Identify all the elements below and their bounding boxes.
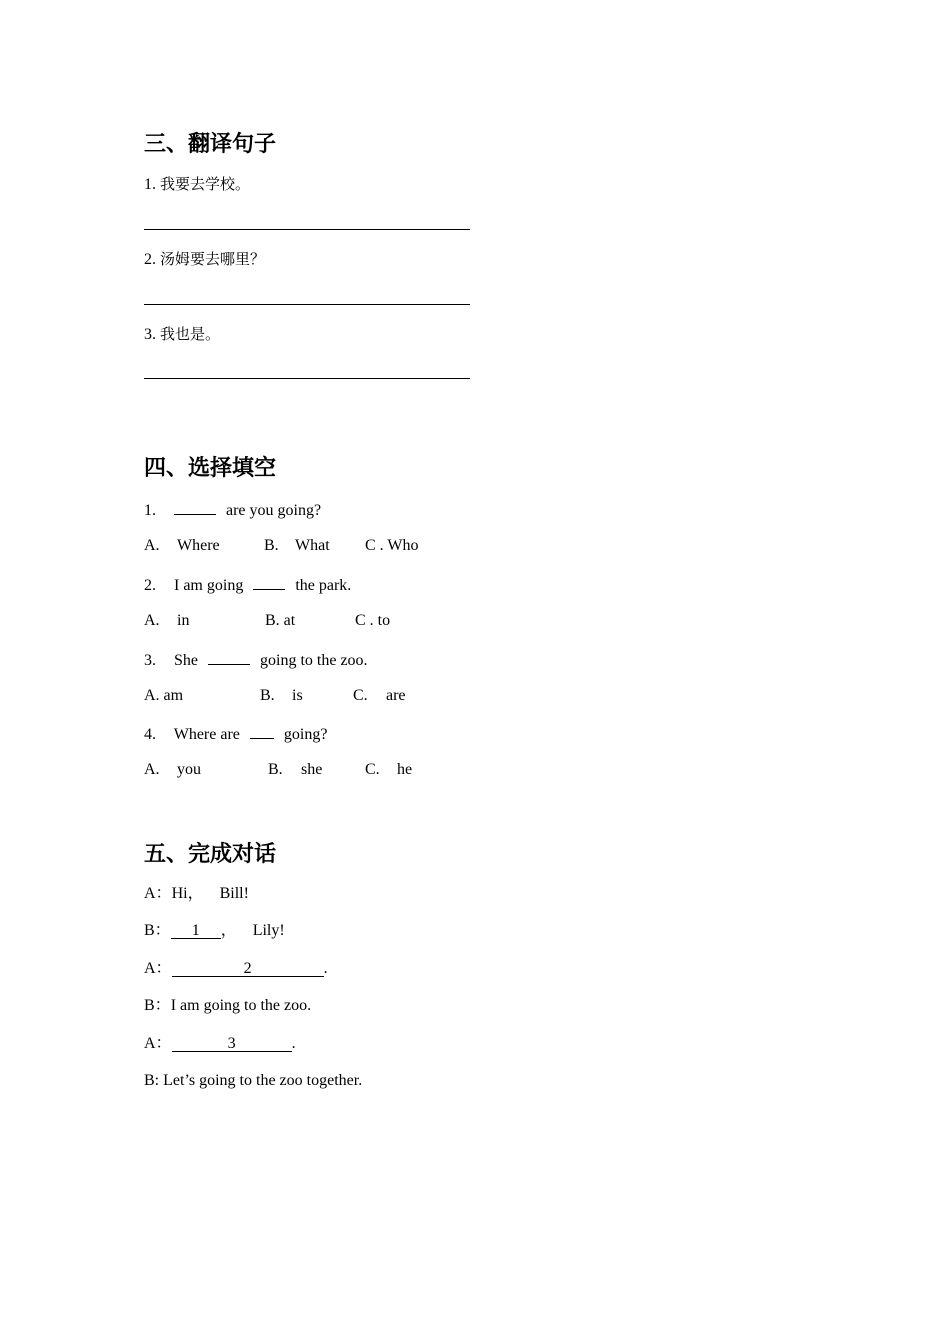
option-b-label: B.	[264, 537, 279, 554]
dialogue-blank-1[interactable]: 1	[171, 922, 221, 939]
dialogue-line-1	[144, 884, 249, 904]
section-5-title: 五、完成对话	[144, 842, 277, 867]
question-3	[144, 648, 368, 671]
question-text-before: Where are	[173, 726, 240, 743]
option-a-label: A.	[144, 761, 160, 778]
option-a-text: you	[177, 761, 201, 778]
dialogue-blank-2[interactable]: 2	[172, 960, 324, 977]
option-a-label: A.	[144, 612, 160, 629]
answer-line-2[interactable]	[144, 304, 470, 305]
question-number: 3.	[144, 652, 156, 669]
option-c-label: C.	[365, 761, 380, 778]
option-c-label: C.	[353, 687, 368, 704]
item-text: 我也是。	[160, 325, 221, 343]
option-b-label: B.	[260, 687, 275, 704]
option-b-text: What	[295, 537, 330, 554]
option-b-label: B.	[268, 761, 283, 778]
item-text: 汤姆要去哪里？	[160, 250, 266, 268]
speaker-label: B：	[144, 997, 171, 1014]
question-text-after: the park.	[295, 577, 352, 594]
dialogue-text: I am going to the zoo.	[170, 997, 312, 1014]
period: .	[291, 1035, 296, 1052]
question-number: 1.	[144, 502, 156, 519]
answer-blank[interactable]	[253, 573, 285, 590]
question-text-after: are you going?	[226, 502, 322, 519]
option-a-label: A.	[144, 537, 160, 554]
option-c-text: he	[397, 761, 413, 778]
option-c: C . to	[355, 612, 391, 629]
dialogue-line-4	[144, 996, 311, 1016]
question-2	[144, 573, 351, 596]
item-number: 3.	[144, 326, 156, 343]
translate-item-1	[144, 174, 250, 195]
speaker-label: A：	[144, 1035, 172, 1052]
option-b: B. at	[265, 612, 296, 629]
speaker-label: A：	[144, 960, 172, 977]
answer-line-1[interactable]	[144, 229, 470, 230]
question-text-after: going to the zoo.	[260, 652, 368, 669]
translate-item-3	[144, 324, 220, 345]
item-text: 我要去学校。	[160, 175, 251, 193]
option-a-text: Where	[177, 537, 220, 554]
dialogue-line-5	[144, 1034, 296, 1054]
answer-blank[interactable]	[174, 498, 216, 515]
answer-blank[interactable]	[208, 648, 250, 665]
option-c: C . Who	[365, 537, 419, 554]
option-a: A. am	[144, 687, 184, 704]
dialogue-line-6: B: Let’s going to the zoo together.	[144, 1072, 363, 1089]
question-text-before: She	[174, 652, 198, 669]
translate-item-2	[144, 249, 265, 270]
dialogue-blank-3[interactable]: 3	[172, 1035, 292, 1052]
comma: ，	[220, 922, 237, 939]
dialogue-text: Hi，	[171, 885, 204, 902]
option-b-text: she	[301, 761, 323, 778]
option-c-text: are	[386, 687, 406, 704]
answer-line-3[interactable]	[144, 378, 470, 379]
question-4	[144, 722, 327, 745]
question-text-after: going?	[283, 726, 328, 743]
section-3-title: 三、翻译句子	[144, 132, 277, 157]
question-1	[144, 498, 321, 521]
section-4-title: 四、选择填空	[144, 456, 277, 481]
answer-blank[interactable]	[250, 722, 274, 739]
option-b-text: is	[292, 687, 303, 704]
option-a-text: in	[177, 612, 190, 629]
dialogue-text: Bill!	[219, 885, 249, 902]
dialogue-text: Lily!	[252, 922, 285, 939]
period: .	[323, 960, 328, 977]
item-number: 1.	[144, 176, 156, 193]
question-text-before: I am going	[174, 577, 244, 594]
dialogue-line-2	[144, 921, 285, 941]
question-number: 4.	[144, 726, 156, 743]
speaker-label: B：	[144, 922, 171, 939]
dialogue-line-3	[144, 959, 328, 979]
item-number: 2.	[144, 251, 156, 268]
speaker-label: A：	[144, 885, 172, 902]
question-number: 2.	[144, 577, 156, 594]
